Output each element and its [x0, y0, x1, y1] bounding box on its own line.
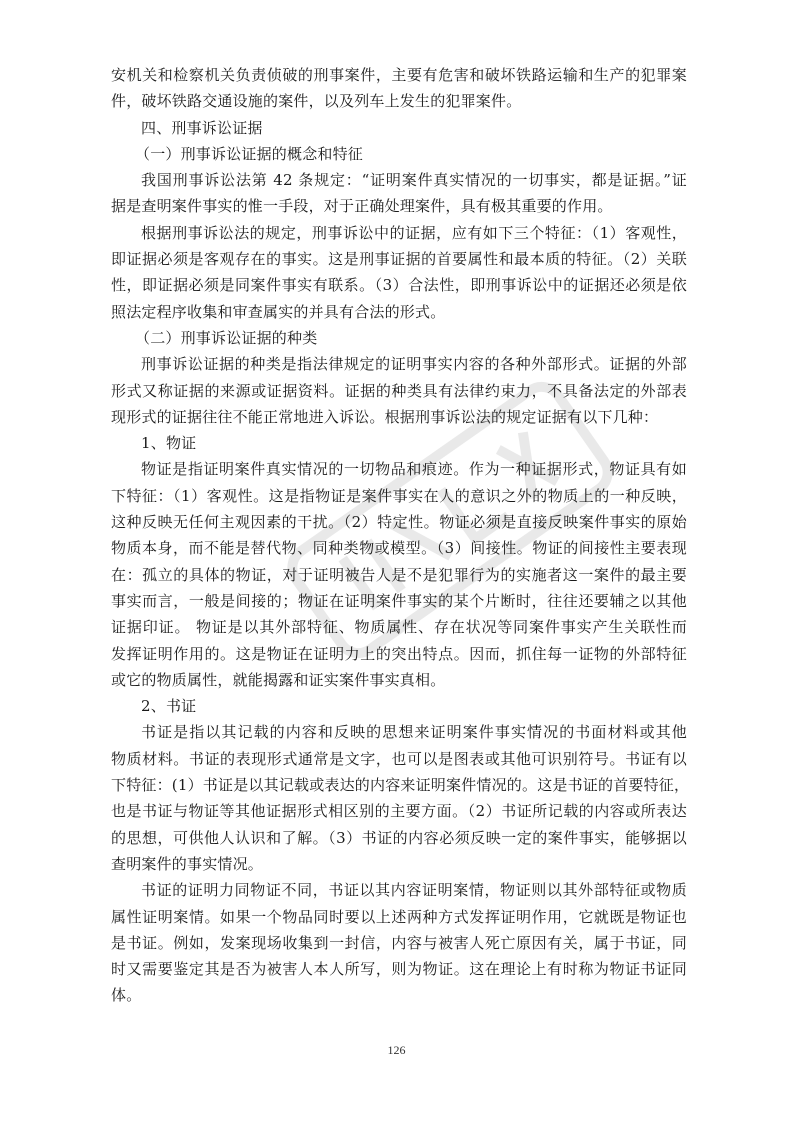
text-line: 查明案件的事实情况。 — [111, 854, 264, 873]
text-line: 根据刑事诉讼法的规定，刑事诉讼中的证据，应有如下三个特征：（1）客观性， — [141, 223, 687, 242]
text-line: 或它的物质属性，就能揭露和证实案件事实真相。 — [111, 670, 446, 689]
text-line: 属性证明案情。如果一个物品同时要以上述两种方式发挥证明作用，它就既是物证也 — [111, 907, 687, 926]
text-line: 1、物证 — [141, 434, 197, 453]
text-line: 物质材料。书证的表现形式通常是文字，也可以是图表或其他可识别符号。书证有以 — [111, 749, 687, 768]
text-line: 形式又称证据的来源或证据资料。证据的种类具有法律约束力，不具备法定的外部表 — [111, 381, 687, 400]
text-line: 书证的证明力同物证不同，书证以其内容证明案情，物证则以其外部特征或物质 — [141, 881, 687, 900]
text-line: 发挥证明作用的。这是物证在证明力上的突出特点。因而，抓住每一证物的外部特征 — [111, 644, 687, 663]
text-line: 下特征：（1）客观性。这是指物证是案件事实在人的意识之外的物质上的一种反映， — [111, 486, 687, 505]
text-line: 物质本身，而不能是替代物、同种类物或模型。（3）间接性。物证的间接性主要表现 — [111, 539, 687, 558]
text-line: 据是查明案件事实的惟一手段，对于正确处理案件，具有极其重要的作用。 — [111, 197, 613, 216]
text-line: 时又需要鉴定其是否为被害人本人所写，则为物证。这在理论上有时称为物证书证同 — [111, 960, 687, 979]
text-line: 书证是指以其记载的内容和反映的思想来证明案件事实情况的书面材料或其他 — [141, 723, 687, 742]
text-line: 在：孤立的具体的物证，对于证明被告人是不是犯罪行为的实施者这一案件的最主要 — [111, 565, 687, 584]
text-line: 2、书证 — [141, 697, 197, 716]
text-line: 四、刑事诉讼证据 — [141, 118, 263, 137]
page-number: 126 — [387, 1043, 406, 1057]
document-body — [111, 62, 690, 1009]
text-line: 下特征：(1）书证是以其记载或表达的内容来证明案件情况的。这是书证的首要特征， — [111, 776, 690, 795]
text-line: 件，破坏铁路交通设施的案件，以及列车上发生的犯罪案件。 — [111, 92, 522, 111]
text-line: 安机关和检察机关负责侦破的刑事案件，主要有危害和破坏铁路运输和生产的犯罪案 — [111, 66, 687, 84]
text-line: （一）刑事诉讼证据的概念和特征 — [135, 144, 364, 163]
text-line: 事实而言，一般是间接的；物证在证明案件事实的某个片断时，往往还要辅之以其他 — [111, 591, 687, 610]
text-line: 刑事诉讼证据的种类是指法律规定的证明事实内容的各种外部形式。证据的外部 — [141, 355, 687, 374]
text-line: 我国刑事诉讼法第 42 条规定：“证明案件真实情况的一切事实，都是证据。”证 — [141, 171, 687, 190]
text-line: 这种反映无任何主观因素的干扰。（2）特定性。物证必须是直接反映案件事实的原始 — [111, 513, 687, 532]
text-line: 证据印证。 物证是以其外部特征、物质属性、存在状况等同案件事实产生关联性而 — [111, 618, 687, 637]
text-line: 的思想，可供他人认识和了解。（3）书证的内容必须反映一定的案件事实，能够据以 — [111, 828, 687, 847]
text-line: 现形式的证据往往不能正常地进入诉讼。根据刑事诉讼法的规定证据有以下几种： — [111, 407, 659, 426]
text-line: （二）刑事诉讼证据的种类 — [135, 328, 318, 347]
text-line: 是书证。例如，发案现场收集到一封信，内容与被害人死亡原因有关，属于书证，同 — [111, 933, 687, 952]
text-line: 即证据必须是客观存在的事实。这是刑事证据的首要属性和最本质的特征。（2）关联 — [111, 250, 687, 269]
text-line: 性，即证据必须是同案件事实有联系。（3）合法性，即刑事诉讼中的证据还必须是依 — [111, 276, 687, 295]
text-line: 物证是指证明案件真实情况的一切物品和痕迹。作为一种证据形式，物证具有如 — [141, 460, 687, 479]
text-line: 也是书证与物证等其他证据形式相区别的主要方面。（2）书证所记载的内容或所表达 — [111, 802, 687, 821]
text-line: 体。 — [111, 986, 142, 1005]
text-line: 照法定程序收集和审查属实的并具有合法的形式。 — [111, 302, 446, 321]
